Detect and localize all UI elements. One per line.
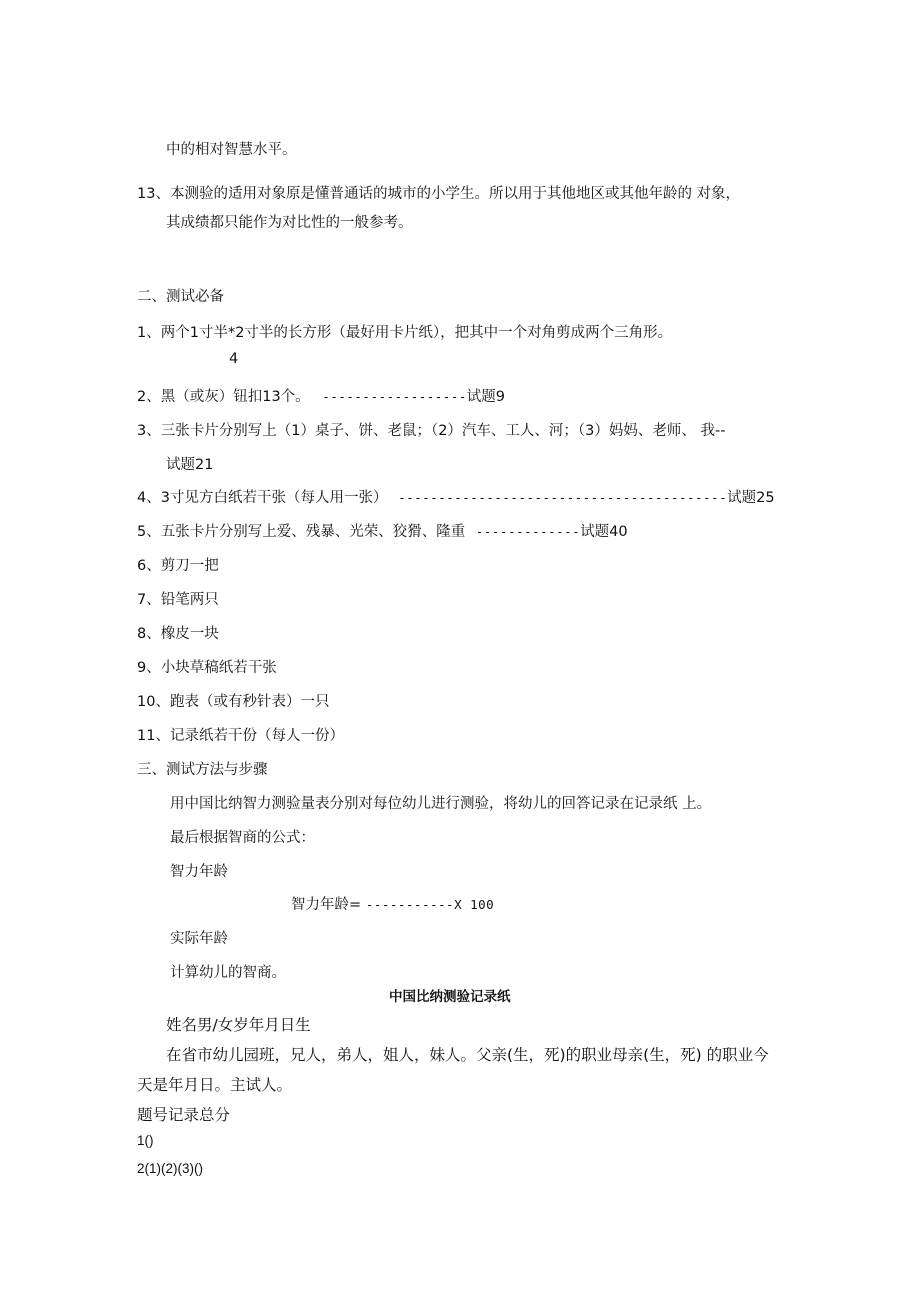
record-line-2: 在省市幼儿园班，兄人，弟人，姐人，妹人。父亲(生，死)的职业母亲(生，死) 的职业今 (166, 1046, 769, 1064)
formula-dashes: ----------- (365, 897, 455, 912)
equip-item-3: 3、三张卡片分别写上（1）桌子、饼、老鼠；（2）汽车、工人、河；（3）妈妈、老师、 我-- (137, 423, 726, 439)
record-title: 中国比纳测验记录纸 (389, 989, 511, 1005)
equip-item-2-ref: 试题9 (466, 389, 505, 405)
equip-item-11: 11、记录纸若干份（每人一份） (137, 728, 344, 744)
formula-label: 智力年龄= (291, 897, 362, 913)
equip-item-2-dashes: ------------------ (322, 389, 467, 404)
equip-item-5-dashes: ------------- (475, 524, 581, 539)
record-row-1: 1() (137, 1133, 154, 1148)
record-line-1: 姓名男/女岁年月日生 (166, 1016, 311, 1034)
formula-tail: X 100 (454, 897, 495, 912)
method-paragraph-3: 计算幼儿的智商。 (170, 965, 286, 981)
record-row-2: 2(1)(2)(3)() (137, 1161, 203, 1176)
section-3-heading: 三、测试方法与步骤 (137, 762, 268, 778)
intro-line: 中的相对智慧水平。 (166, 142, 297, 158)
equip-item-4-dashes: ----------------------------------------- (398, 490, 728, 505)
equip-item-3-cont: 试题21 (166, 457, 214, 473)
equip-item-4-text: 4、3寸见方白纸若干张（每人用一张） (137, 490, 388, 506)
equip-item-2 (137, 387, 505, 407)
equip-item-1: 1、两个1寸半*2寸半的长方形（最好用卡片纸），把其中一个对角剪成两个三角形。 (137, 325, 673, 341)
record-table-header: 题号记录总分 (137, 1106, 231, 1124)
equip-item-5-ref: 试题40 (580, 524, 628, 540)
equip-item-8: 8、橡皮一块 (137, 626, 219, 642)
item-13-line-2: 其成绩都只能作为对比性的一般参考。 (166, 215, 413, 231)
equip-item-4-ref: 试题25 (727, 490, 775, 506)
iq-formula (291, 895, 494, 915)
equip-item-9: 9、小块草稿纸若干张 (137, 660, 277, 676)
section-2-heading: 二、测试必备 (137, 289, 224, 305)
equip-item-2-text: 2、黑（或灰）钮扣13个。 (137, 389, 310, 405)
method-paragraph-1: 用中国比纳智力测验量表分别对每位幼儿进行测验，将幼儿的回答记录在记录纸 上。 (170, 796, 712, 812)
equip-item-5-text: 5、五张卡片分别写上爱、残暴、光荣、狡猾、隆重 (137, 524, 466, 540)
record-line-3: 天是年月日。主试人。 (137, 1076, 293, 1094)
formula-numerator: 智力年龄 (170, 864, 228, 880)
equip-item-10: 10、跑表（或有秒针表）一只 (137, 694, 330, 710)
equip-item-6: 6、剪刀一把 (137, 558, 219, 574)
method-paragraph-2: 最后根据智商的公式： (170, 830, 315, 846)
item-13-line-1: 13、本测验的适用对象原是懂普通话的城市的小学生。所以用于其他地区或其他年龄的 对象， (137, 186, 741, 202)
formula-denominator: 实际年龄 (170, 931, 228, 947)
equip-item-4 (137, 488, 775, 508)
equip-item-5 (137, 522, 628, 542)
equip-item-1-sub: 4 (229, 351, 239, 367)
equip-item-7: 7、铅笔两只 (137, 592, 219, 608)
